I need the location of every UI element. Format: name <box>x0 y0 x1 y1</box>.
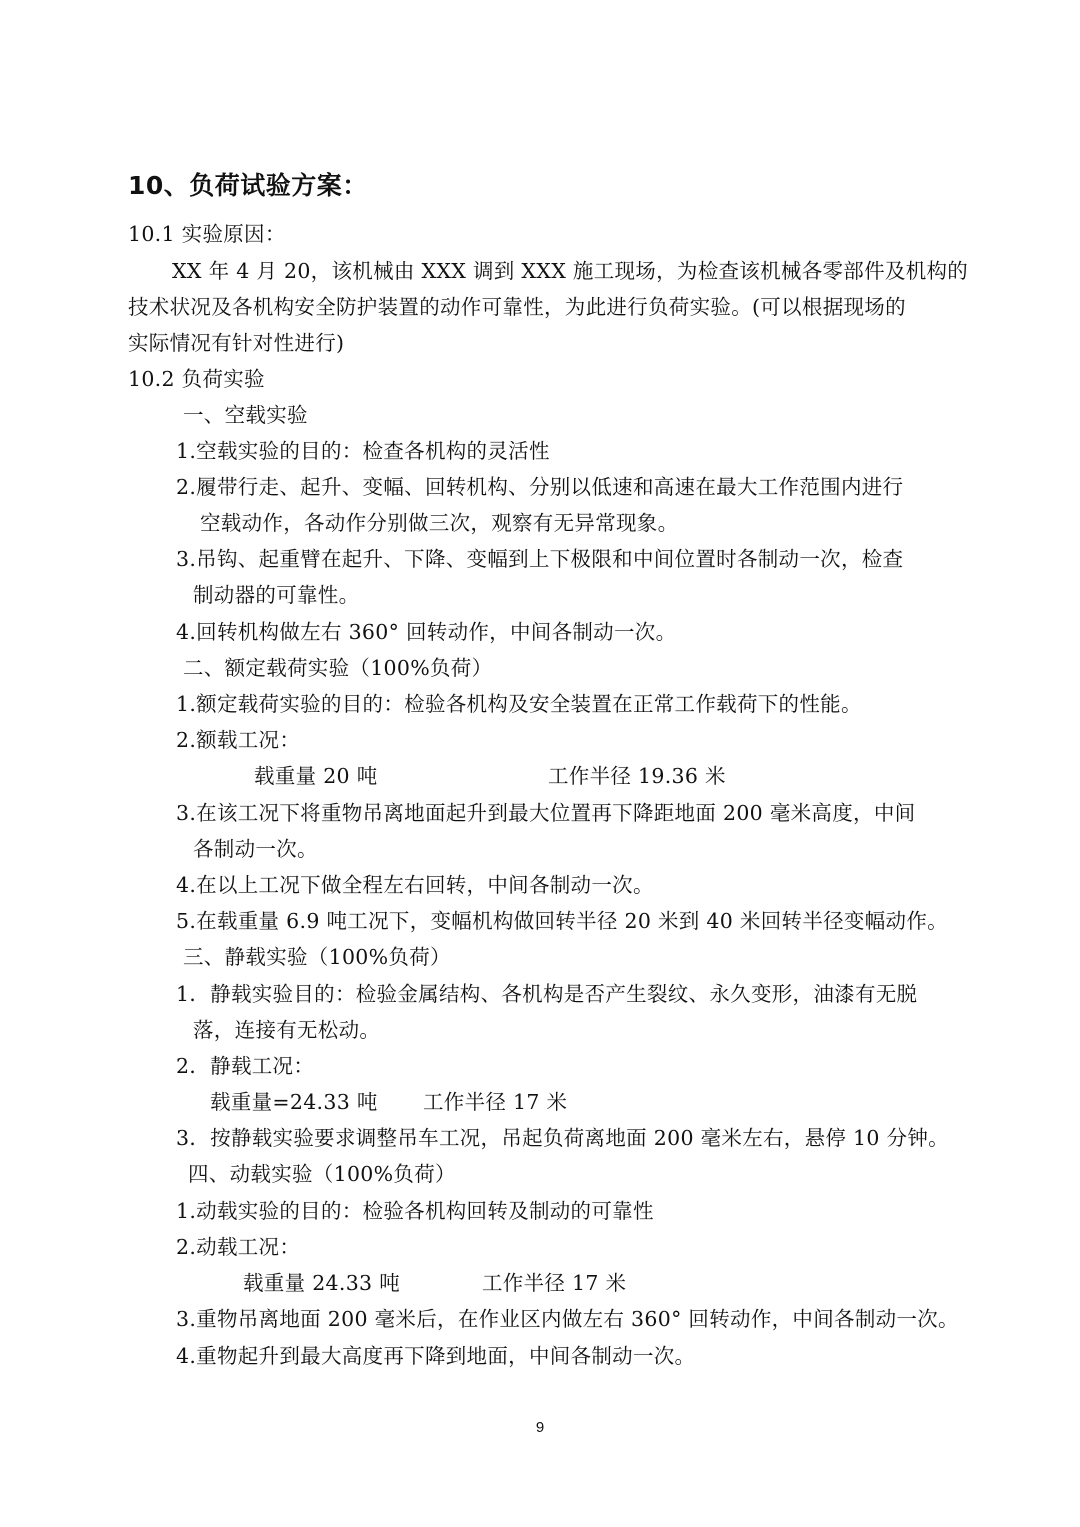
list-item: 1．静载实验目的：检验金属结构、各机构是否产生裂纹、永久变形，油漆有无脱 <box>176 982 918 1006</box>
list-item: 3．按静载实验要求调整吊车工况，吊起负荷离地面 200 毫米左右，悬停 10 分钟。 <box>176 1126 949 1150</box>
paragraph-line: 10.2 负荷实验 <box>128 367 265 391</box>
subsection-heading: 三、静载实验（100%负荷） <box>183 945 451 969</box>
paragraph-line: XX 年 4 月 20，该机械由 XXX 调到 XXX 施工现场，为检查该机械各零部件及机构的 <box>172 259 969 283</box>
list-item: 1.动载实验的目的：检验各机构回转及制动的可靠性 <box>176 1199 654 1223</box>
section-heading: 10、负荷试验方案： <box>128 171 368 200</box>
list-item: 2.动载工况： <box>176 1235 301 1259</box>
subsection-heading: 二、额定载荷实验（100%负荷） <box>183 656 493 680</box>
paragraph-line: 技术状况及各机构安全防护装置的动作可靠性，为此进行负荷实验。(可以根据现场的 <box>128 295 906 319</box>
list-item: 1.额定载荷实验的目的：检验各机构及安全装置在正常工作载荷下的性能。 <box>176 692 862 716</box>
list-item-continuation: 制动器的可靠性。 <box>193 583 360 607</box>
subsection-heading: 一、空载实验 <box>183 403 308 427</box>
list-item-continuation: 空载动作，各动作分别做三次，观察有无异常现象。 <box>200 511 679 535</box>
radius-value: 工作半径 19.36 米 <box>548 764 726 788</box>
list-item: 4.回转机构做左右 360° 回转动作，中间各制动一次。 <box>176 620 677 644</box>
paragraph-line: 实际情况有针对性进行) <box>128 331 345 355</box>
list-item: 4.在以上工况下做全程左右回转，中间各制动一次。 <box>176 873 654 897</box>
load-value: 载重量=24.33 吨 <box>210 1090 378 1114</box>
list-item: 3.吊钩、起重臂在起升、下降、变幅到上下极限和中间位置时各制动一次，检查 <box>176 547 904 571</box>
list-item-continuation: 各制动一次。 <box>193 837 318 861</box>
load-value: 载重量 20 吨 <box>254 764 378 788</box>
page-number: 9 <box>535 1419 545 1436</box>
radius-value: 工作半径 17 米 <box>423 1090 568 1114</box>
radius-value: 工作半径 17 米 <box>482 1271 627 1295</box>
list-item: 4.重物起升到最大高度再下降到地面，中间各制动一次。 <box>176 1344 696 1368</box>
list-item: 2.额载工况： <box>176 728 301 752</box>
subsection-heading: 四、动载实验（100%负荷） <box>188 1162 456 1186</box>
list-item: 1.空载实验的目的：检查各机构的灵活性 <box>176 439 550 463</box>
load-value: 载重量 24.33 吨 <box>243 1271 401 1295</box>
list-item: 5.在载重量 6.9 吨工况下，变幅机构做回转半径 20 米到 40 米回转半径变幅动作。 <box>176 909 948 933</box>
list-item: 3.在该工况下将重物吊离地面起升到最大位置再下降距地面 200 毫米高度，中间 <box>176 801 916 825</box>
list-item: 2．静载工况： <box>176 1054 315 1078</box>
paragraph-line: 10.1 实验原因： <box>128 222 286 246</box>
list-item: 2.履带行走、起升、变幅、回转机构、分别以低速和高速在最大工作范围内进行 <box>176 475 904 499</box>
list-item: 3.重物吊离地面 200 毫米后，在作业区内做左右 360° 回转动作，中间各制动一次。 <box>176 1307 959 1331</box>
list-item-continuation: 落，连接有无松动。 <box>193 1018 381 1042</box>
